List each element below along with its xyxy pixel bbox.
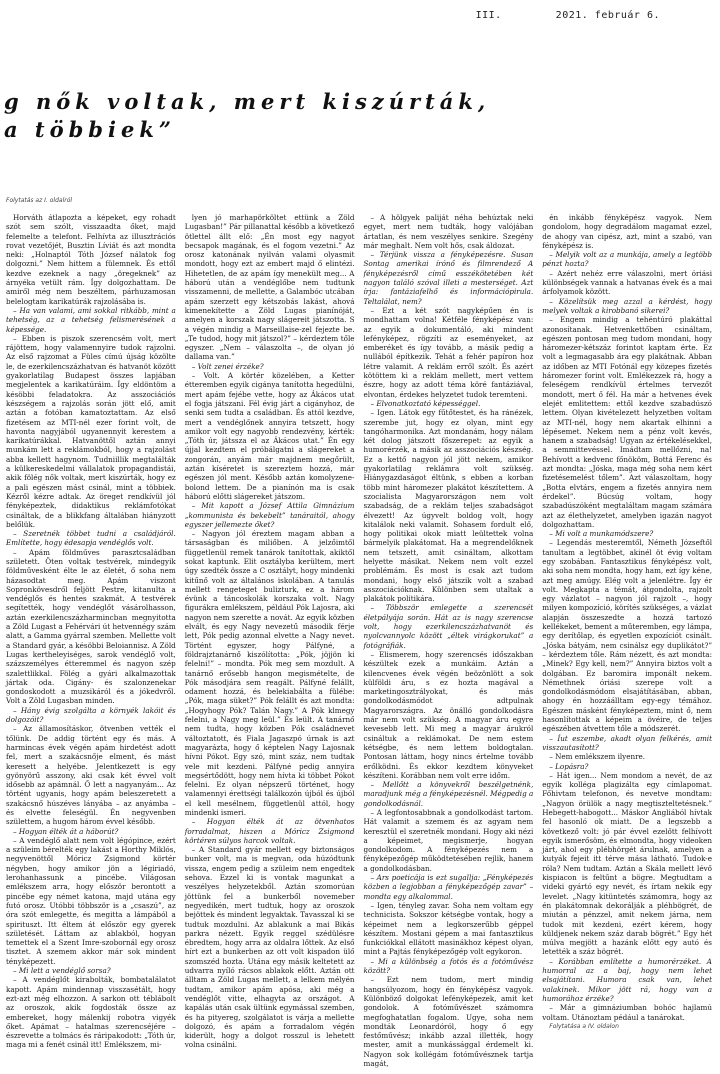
article-headline — [4, 88, 490, 144]
article-column-2 — [185, 213, 355, 1061]
interview-question: – Melyik volt az a munkája, amely a legtöbb pénzt hozta? — [542, 250, 712, 269]
continued-from-note: Folytatás az I. oldalról — [6, 197, 73, 204]
interview-answer: Horváth átlapozta a képeket, egy rohadt szót sem szólt, visszaadta őket, majd felemelte a telefont. Felhívta az illusztrációs rovat vezetőjét, Busztin Líviát és azt mondta neki: „Holnaptól Tóth József nálatok fog dolgozni.” Nem hittem a fülemnek. És ettől kezdve ezeknek a nagy „öregeknek” az árnyéka vetült rám. Így dolgozhattam. De amiről még nem beszéltem, párhuzamosan belelogtam karikatúrák rajzolásába is. — [6, 213, 176, 306]
article-column-3 — [363, 213, 534, 1069]
issue-date: 2021. február 6. — [555, 10, 660, 21]
headline-line-2: a többiek” — [4, 117, 176, 142]
interview-answer: – Apám földműves parasztcsaládban született. Öten voltak testvérek, mindegyik földművesként élte le az életét, ő soha nem házasodtat meg. Apám viszont Sopronkövesdről feljött Pestre, kitanulta a vendéglős és hentes szakmát. A testvérek segítették, hogy vendéglőt vásárolhasson, aztán ezerkilencszázharmincban megnyitotta a Zöld Lugast a Fehérvári út hetvennégy szám alatt, a Gamma gyárral szemben. Mellette volt a Standard gyár, a késöbbi Beloiannisz. A Zöld Lugas kertheleyiséges, sarok vendéglő volt, százszemélyes étteremmel és nagyon szép szalettlikkal. Fölég a gyári alkalmazottak jártak oda. Cigány- és szalonzenekar gondoskodott a muzsikáról és a jókedvről. Volt a Zöld Lugasban minden. — [6, 547, 176, 706]
interview-question: – Lopásra? — [549, 761, 589, 771]
interview-question: – Mi lett a vendéglő sorsa? — [13, 966, 111, 976]
interview-question: – Szeretnék többet tudni a családjáról. Említette, hogy édesapja vendéglős volt. — [6, 529, 176, 548]
interview-answer: – Nem emlékszem ilyenre. — [549, 752, 646, 762]
interview-question: – Mi volt a munkamódszere? — [549, 529, 654, 539]
interview-answer: – Ezt nem tudom, mert mindig hangsúlyozom, hogy én fényképész vagyok. Különböző dolgokat lefényképezek, amit ket gondolok. A fotóművészet számomra megfoghatatlan fogalom. Ugye, soha nem mondták Leonardóról, hogy ő egy festőművész; inkább azzal illették, hogy mester, amit a munkássággal érdemelt ki. Nagyon sok kollégám fotóművésznek tartja magát, — [363, 975, 534, 1069]
interview-answer: – Nagyon jól éreztem magam abban a társaságban és miliőben. A jelzőimtől függetlenül remek tanárok tanítottak, akiktől sokat kaptunk. Elit osztályba kerültem, mert úgy szedték össze a C osztályt, hogy mindenki kitűnő volt az általános iskolában. A tanulás mellett rengeteget bulizturk, ez a három évünk a táncoskolák korszaka volt. Nagy figurákra emlékszem, például Pók Lajosra, aki nagyon nem szerette a novát. Az egyik közben elvált, és egy Nagy nevezetű második férje lett, Pók pedig azonnal elvette a Nagy nevet. Történt egyszer, hogy Pálfyné, a földrajztanárnő kiszólította: „Pók, jöjjön ki felelni!” – mondta. Pók meg sem mozdult. A tanárnő erősebb hangon megismételte, de Pók másodjára sem reagált. Pálfyné felállt, odament hozzá, és belekiabálta a fülébe: „Pók, maga süket?” Pók felállt és azt mondta: „Hogyhogy Pók? Talán Nagy.” A Pók klmegy felelni, a Nagy meg leül.” És leült. A tanárnő nem tudta, hogy közben Pók családnevet változtatott, és Fiala Jagaszpó úrnak is azt magyarázta, hogy ő képtelen Nagy Lajosnak hívni Pókot. Egy szó, mint száz, nem tudtak vele mit kezdeni. Pálfyné pedig annyira megsértődött, hogy nem hívta ki többet Pókot felelni. Ez olyan népszerű történet, hogy valamennyi érettségi találkozón újból és újból el kell mesélnem, függetlenül attól, hogy mindenki ismeri. — [184, 529, 355, 817]
interview-question: – Elvonatkoztató képességgel. — [370, 398, 481, 408]
article-body — [6, 213, 712, 1069]
interview-answer: – Engem mindig a tehéntúró plakáttal azonosítanak. Hetvenkettőben csináltam, egészen pontosan meg tudom mondani, hogy háromezer-kétszáz forintot kaptam érte. Ez volt a legmagasabb ára egy plakátnak. Abban az időben az MTI Fotónál egy közepes fizetés háromezer forint volt. Emlékezzek rá, hogy a feleségem rendkívül értelmes tervezőt mondott, mert ő fél. Ha már a hetvenes évek elejét emlitettem: ettől kezdve szabadúszó lettem. Olyan kivételezett helyzetben voltam az MTI-nél, hogy nem akartak elhinni a lépésemet. Nekem nem a pénz volt kevés, hanem a szabadság! Ugyan az értékelésekkel, a semmittevéssel. Imádtam mellőzni, na! Behívott a kedvenc főnököm, Bottá Ferenc és azt mondta: „Jóska, maga még soha nem kért fizetésemelést tőlem”. Azt válaszoltam, hogy „Botta elvtárs, engem a fizetés annyira nem érdekel”. Búcsúg voltam, hogy szabadúszóként megtaláltam magam számára azt az élethelyzetet, amelyben igazán nagyot dolgozhattam. — [542, 315, 712, 529]
interview-answer: – Azért nehéz erre válaszolni, mert óriási különbségek vannak a hatvanas évek és a mai árfolyamok között. — [542, 268, 712, 297]
interview-question: – Mi a különbség a fotós és a fotóművész között? — [363, 956, 534, 976]
interview-question: – Közelítsük meg azzal a kérdést, hogy melyek voltak a kirobbanó sikerei? — [542, 296, 712, 315]
interview-question: – Íut eszembe, akadt olyan felkérés, amit visszautasított? — [542, 733, 712, 752]
interview-question: – Mit kapott a József Attila Gimnázium „kommunista és bekebelt” tanáraitól, ahogy egyszer jellemezte őket? — [184, 501, 355, 529]
interview-answer: – A vendéglőt kirabolták, bombatalálatot kapott. Apám mindennap visszasétált, hogy ezt-azt még elhozzon. A sarkon ott téblábolt az oroszok, akik fogdosták össze az embereket, hogy málenkij robotra vigyék őket. Apámat – hatalmas szerencséjére – észrevette a tolmács és ráripakodott: „Tóth úr, maga mi a fenét csinál itt! Emlékszem, mi- — [6, 975, 176, 1050]
interview-question: – Korábban említette a humorérzéket. A humorral az a baj, hogy nem lehet elsajátítani. Humora csak van, lehet valakinek. Mikor jött rá, hogy van a humorához érzéke? — [542, 956, 712, 1003]
interview-answer: – Igen. Látok egy fűtőtestet, és ha ránézek, szerembe jut, hogy ez olyan, mint egy tangóharmonika. Azt mondanám, hogy nálam két dolog játszott főszerepet: az egyik a humorérzék, a másik az asszociációs készség. Ez a kettő nagyon jól jött nekem, amikor gyakorlatilag reklámra volt szükség. Hiánygazdaságot éltünk, s ebben a korban több mint háromezer plakátot készítettem. A szocialista Magyarországon nem volt szabadság, de a reklám teljes szabadságot élvezett! Az úgyvelt boldog volt, hogy kitalálok neki valamit. Sohasem fordult elő, hogy politikai okok miatt leültettek volna bármelyik plakátomat. Ha a megrendelőknek nem tetszett, amit csináltam, alkottam helyette másikat. Nekem nem volt ezzel problémám. És most is csak azt tudom mondani, hogy első játszik volt a szabad asszociációknak. Különben sem utaltak a plakátok politikára. — [363, 408, 534, 604]
interview-answer: – Igen, tényleg zavar. Soha nem voltam egy technicista. Sokszor kétségbe vontak, hogy a képeimet nem a legkorszerűbb géppel készítem. Mostani gépem a mai fantasztikus funkciókkal ellátott masinákhoz képest olyan, mint a Pajtás fényképezőgép volt egykoron. — [363, 900, 534, 957]
article-column-1 — [6, 213, 176, 1061]
interview-question: – Hogyan élték át a háborút? — [13, 826, 119, 836]
interview-question: – Hogyan élték át az ötvenhatos forradalmat, hiszen a Móricz Zsigmond körtéren súlyos harcok voltak. — [184, 817, 355, 845]
interview-answer: – A vendéglő alatt nem volt légópince, ezért a szüleim bérelték egy lakást a Horthy Miklós, negyvenöttől Móricz Zsigmond körtér négyben, hogy amikor jön a légiriadó, lerohanhassunk a pincébe. Világosan emlékszem arra, hogy először berontott a pincébe egy német katona, majd utána egy futó orosz. Utóbbi többször is a „csaszú”, az óra szót emlegette, és megitta a lámpából a spirituszt. Itt éltem át először egy gyerek születését. Láttam az ablakból, hogyan temettek el a Szent Imre-szobornál egy orosz tisztet. A szemem akkor már sok mindent tényképezett. — [6, 835, 176, 966]
article-column-4 — [542, 213, 712, 1061]
page-header — [422, 10, 660, 21]
headline-line-1: g nők voltak, mert kiszúrták, — [4, 89, 491, 114]
interview-answer: – Már a gimnáziumban bohóc hajlamú voltam. Utánoztam pédául a tanárokat. — [542, 1003, 712, 1022]
interview-question: – Ha van valami, ami sokkal ritkább, mint a tehetség, az a tehetség felismerésének a képessége. — [6, 305, 176, 334]
interview-answer: – Volt. A körtér közelében, a Ketter étteremben egyik cigánya tanította hegedülni, mert apám fejébe vette, hogy az Ákácos utat el fogja játszani. Fél évig járt a cigányhoz, de senki sem tudta a családban. És attól kezdve, mert a vendéglőnek annyira tetszett, hogy amikor volt egy nagyobb rendezvény, kérték: „Tóth úr, játssza el az Ákácos utat.” Én egy újjal kezdtem el próbálgatni a slágereket a zongorán, anyám már majdnem megőrült, aztán kíséretet is szereztem hozzá, már egészen jól ment. Később aztán komolyzene-bolond lettem. De a pianínón ma is csak háború előtti slágereket játszom. — [184, 371, 355, 501]
interview-answer: – Hát igen... Nem mondom a nevét, de az egyik kolléga plagizálta egy címlapomat. Főhivtam telefonon, és nevetve mondtam: „Nagyon örülök a nagy megtiszteltetésnek.” Hebegett-habogott... Máskor Angliából hívtak fel hasonló ok miatt. De a legszebb a következő volt: jó pár évvel ezelőtt felhívott egyik ismerősöm, és elmondta, hogy videoken járt, ahol egy plébhörgét árulnak, amelyen a kutyák fejeit itt térve mása látható. Tudok-e róla? Nem tudtam. Aztán a Skála mellett lévő kispiacon is feltűnt a bögre. Megtudtam a videki gyártó egy nevét, és írtam nekik egy levelet. „Nagy kitüntetés számomra, hogy az én plakátomnak dekorálják a pléhbögrét, de miután a pénzzel, amit nekem járna, nem tudok mit kezdeni, ezért kérem, hogy küldjenek nekem száz darab bögrét.” Egy hét múlva megjött a hazánk előtt egy autó és letették a száz bögrét. — [542, 770, 712, 957]
interview-answer: – Ezt a két szót nagyképűen én is mondhattam volna! Kétféle fényképész van: az egyik a dokumentáló, aki mindent lefényképez, rögzíti az eseményeket, az emberéket és így tovább, a másik pedig a nullából építkezik. Tehát a fehér papíron hoz létre valamit. A reklám erről szólt. És azért kötöttem ki a reklám mellett, mert vettem észre, hogy az adott téma köré fantáziával, elvontan, érdekes helyzetet tudok teremteni. — [363, 305, 534, 399]
interview-question: – Mellőtt a könyvekről beszélgetnénk, maradjunk még a fényképezésnél. Mégpedig a gondolkodásnál. — [363, 780, 534, 808]
interview-question: – Hány évig szolgálta a környék lakóit és dolgozóit? — [6, 705, 176, 725]
interview-answer: – Az államosításkor, ötvenben vették el tőlünk. De addig történt egy és más. A harmincas évek végén apám hirdetést adott fel, mert a szakácsnője elment, és mást keresett a helyébe. Jelentkezett is egy gyönyörű asszony, aki csak két évvel volt idősebb az apámnál. Ő lett a nagyanyám... Az történt ugyanis, hogy apám beleszeretett a szakácsnő húszéves lányába – az anyámba – és elvette feleségül. Én negyvenben születtem, a hugom három évvel később. — [6, 724, 176, 827]
interview-question: – Többször emlegette a szerencsét életpályája során. Hát az is nagy szerencse volt, hogy ezerkilencszázhatvanöt és nyolcvannyolc között „éltek virágkorukat” a fotógráfiák. — [363, 603, 534, 650]
interview-answer: – A Standard gyár mellett egy biztonságos bunker volt, ma is megvan, oda húzódtunk vissza, engem pedig a szüleim nem engedtek sehova. Ezzel ki is vontak magunkat a veszélyes helyzetekből. Aztán szomorúan jöttünk fel a bunkerből novemeber negyedikén, mert tudtuk, hogy az oroszok bejöttek és mindent legyaktak. Tavasszal ki se tudtuk mozdulni. Az ablakunk a mai Bikás parkra nézett. Egyik reggel szédülésre ébredtem, hogy arra az oldalra lőttek. Az első hírt ezt a bunkerben az ott volt kispadon ülő szomszéd hozta. Utána egy másik keltetett az udvarra nyíló rácsos ablakok előtt. Aztán ott álltam a Zöld Lugas mellett, a lelkem mélyén tudtam, amikor apám apósa, aki még a vendéglőt vitte, elhagyta az országot. A kapálás után csak ültünk egymással szemben, és ha pityereg, szolgálatot is várja a mellette dolgozó, és apám a forradalom végén kiderült, hogy a dolgot rosszul is lehetett volna csinálni. — [184, 845, 355, 1050]
interview-answer: – A hölgyek paliját néha behúztak neki egyet, mert nem tudták, hogy valójában ártatlan, és nem veszélyes senkire. Szegény már meghalt. Nem volt hős, csak áldozat. — [363, 213, 534, 250]
interview-answer: én inkább fényképész vagyok. Nem gondolom, hogy degradálom magamat ezzel, de ahogy van cipész, azt, mint a szabó, van fényképész is. — [542, 213, 712, 250]
interview-question: – Ars poeticája is ezt sugallja: „Fényképezés közben a legjobban a fényképezőgép zavar” – mondta egy alkalommal. — [363, 873, 534, 901]
interview-answer: – Elismerem, hogy szerencsés időszakban készültek ezek a munkáim. Aztán a kilencvenes évek végén beözönlött a sok külföldi áru, s ez hozta magával a marketingosztrályokat, és más gondolkodásmódot adtpulnak Magyarországra. Az önálló gondolkodásra már nem volt szükség. A magyar áru egyre kevesebb lett. Mi meg a magyar árukról csináltuk a reklámokat. De nem estem kétségbe, és nem lettem boldogtalan. Pontosan láttam, hogy nincs értelme tovább erőlködni. És ekkor kezdtem könyveket készíteni. Korábban nem volt erre időm. — [363, 649, 534, 780]
interview-question: – Térjünk vissza a fényképezésre. Susan Sontag amerikai írónő és filmrendező A fényképezésről című esszékötetében két nagyon találó szóval illeti a mesterséget. Azt írja: fantáziafelhő és információpirula. Teltalálat, nem? — [363, 250, 534, 306]
interview-question: – Volt zenei érzéke? — [191, 361, 264, 371]
page-number: III. — [475, 10, 502, 21]
interview-answer: – Legendás mesteremtől, Németh Józseftől tanultam a legtöbbet, akinél öt évig voltam egy szobában. Fantasztikus fényképész volt, aki soha nem mondta, hogy ham, ezt így kéne, azt meg amúgy. Elég volt a jelenlétre. Így ér volt. Megkapta a témát, átgondolta, rajzolt egy vázlatot – nagyon jól rajzolt –, hogy milyen kompozíció, körítés szükséges, a vázlat alapján összeszedte a hozzá tartozó kellékeket, bement a műteremben, egy lámpa, egy derítőlap, és egyetlen expozíciót csinált. „Jóska bátyám, nem csinálsz egy duplikátot?” – kérdeztem tőle. Rám nézett, és azt mondta: „Minek? Egy kell, nem?” Annyira biztos volt a dolgában. Ez baromira imponált nekem. Némethnek óriási szerepe volt a gondolkodásmódom elsajátításában, abban, ahogy én hozzáálltam egy-egy témához. Egészen másként fényképeztem, mint ő, nem hasonlítottak a képeim a övéire, de teljes egészében átvettem tőle a módszerét. — [542, 538, 712, 734]
continued-on-note: Folytatása a IV. oldalon — [549, 1022, 619, 1030]
interview-answer: – A legfontosabbnak a gondolkodást tartom. Hát valamit a szemem és az agyam nem keresztül el szeretnék mondani. Hogy aki nézi a képeimet, megismerje, hogyan gondolkodom. A fényképezés nem a fényképezőgép működtetésében rejlik, hanem a gondolkodásban. — [363, 808, 534, 873]
interview-answer: lyen jó marhapörköltet ettünk a Zöld Lugasban!” Pár pillanattal később a következő ötlettel állt elő: „Én most egy nagyot becsapok magának, és el fogom vezetni.” Az orosz katonának nyilván valami olyasmit mondott, hogy ezt az embert majd ő elintézi. Hihetetlen, de az apám így menekült meg... A háború után a vendéglőbe nem tudtunk visszamenni, de mellette, a Galambóc utcában apám szerzett egy kétszobás lakást, ahová kimenekítette a Zöld Lugas pianínóját, amelyen a korszak nagy slágereit játszotta. S a végén mindig a Marseillaise-zel fejezte be. „Te tudod, hogy mit játszol?” – kérdeztem tőle egyszer. „Nem – válaszolta –, de olyan jó dallama van.” — [184, 213, 355, 362]
interview-answer: – Ebben is piszok szerencsém volt, mert rájöttem, hogy valamennyire tudok rajzolni. Az első rajzomat a Füles címú újság közölte le, de ezerkilencszázhatvan és hatvanöt között gyakorlatilag Budapest összes lapjában megjelentek a karikatúráim. Így eldöntöm a késöbbi feladatokra. Az asszociációs készségem a rajzolás során jött elő, amit aztán a fotóban kamatoztattam. Az első fizetésem az MTI-nél ezer forint volt, de havonta nagyjából ugyanennyit kerestem a karikatúrákkal. Hatvanöttől aztán annyi munkám lett a reklámokból, hogy a rajzolást abba kellett hagynom. Tudniillik megtalálták a külkereskedelmi vállalatok propagandistái, akik fölég nők voltak, mert kiszúrták, hogy ez a pali egészen mást csinál, mint a többiek. Kézről kézre adtak. Az öreget rendkívül jól fényképeztek, didaktikus reklámfotókat csináltak, de a blikkfang általában hiányzott belőlük. — [6, 333, 176, 529]
